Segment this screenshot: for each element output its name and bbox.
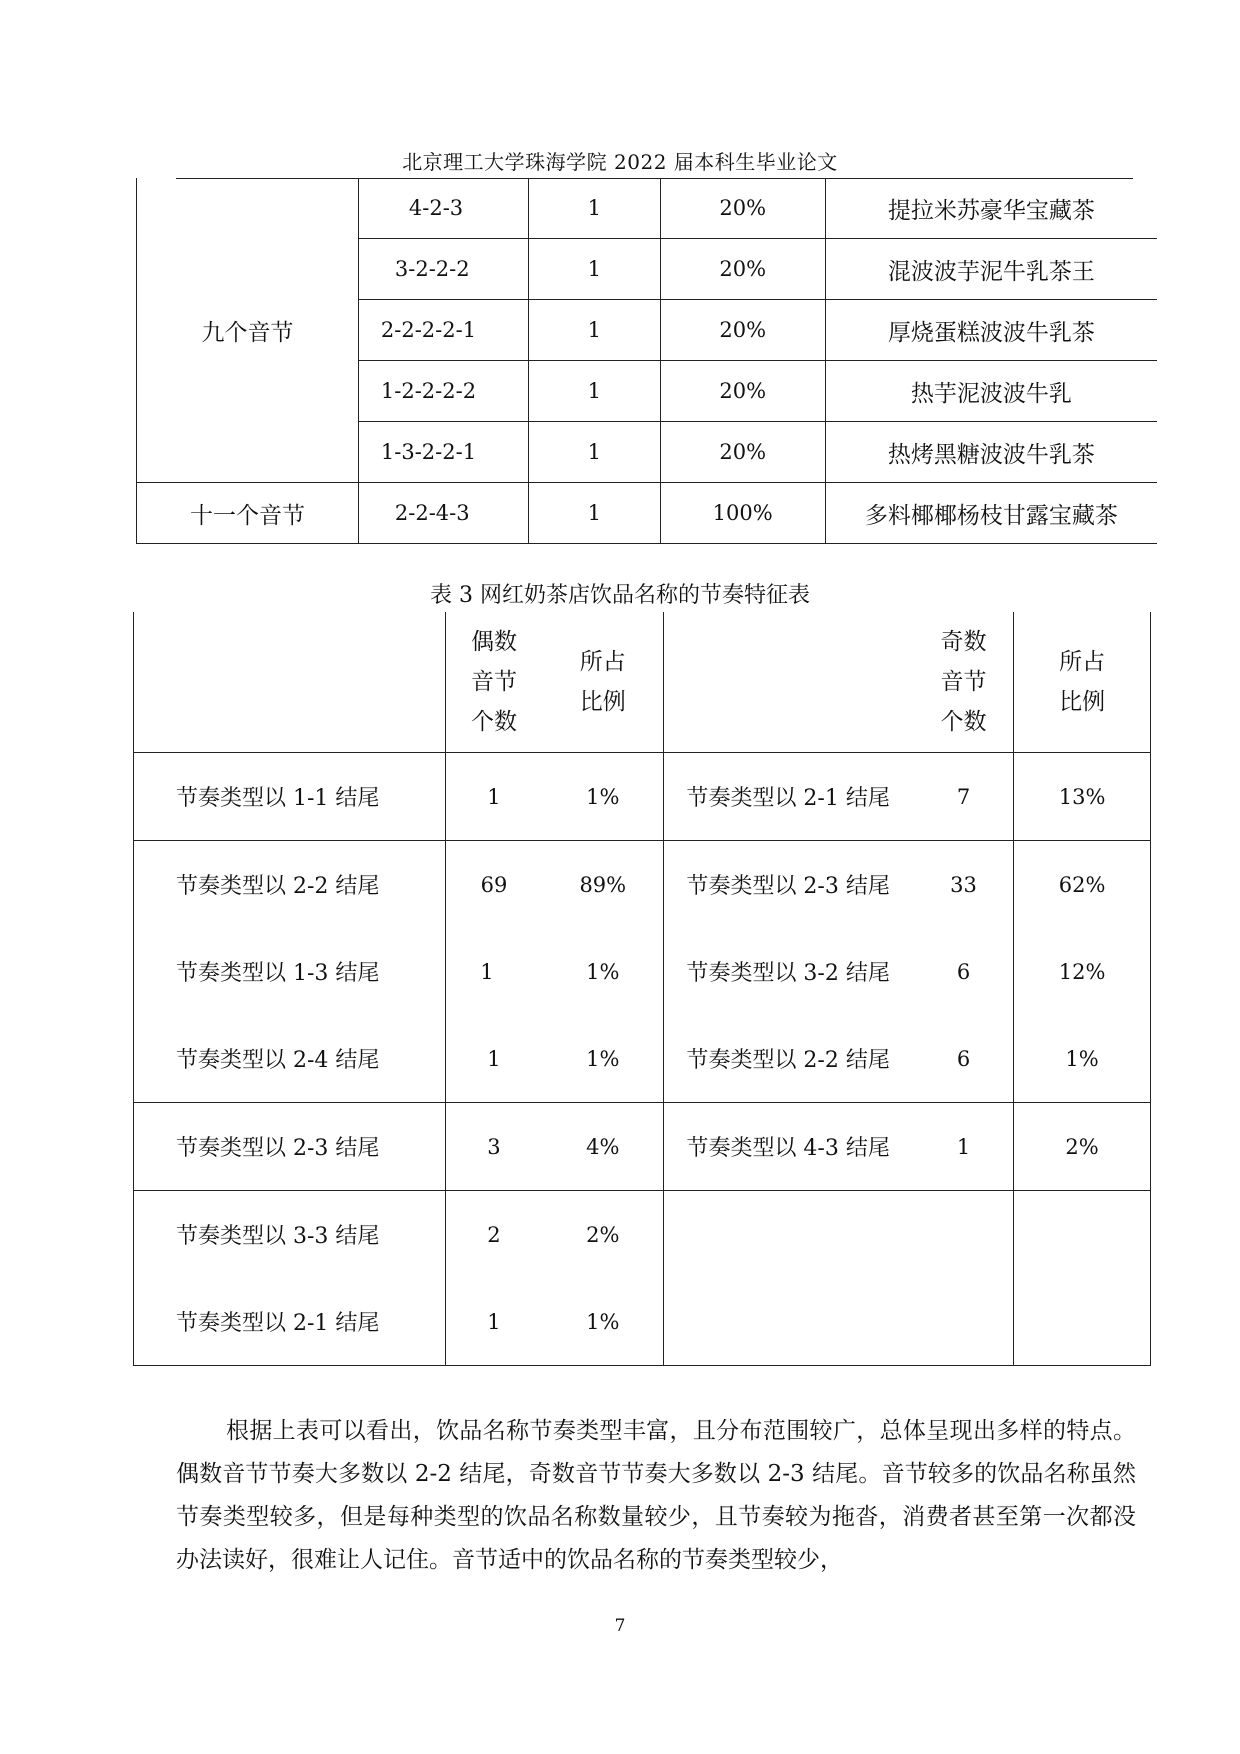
drink-name-cell: 混波波芋泥牛乳茶王 bbox=[825, 239, 1157, 300]
odd-ratio-cell: 1% bbox=[1014, 1015, 1151, 1103]
header-line: 所占 bbox=[579, 649, 626, 675]
header-blank bbox=[134, 612, 446, 753]
even-ratio-cell: 1% bbox=[542, 753, 664, 841]
odd-label-cell: 节奏类型以 2-2 结尾 bbox=[664, 1015, 914, 1103]
odd-ratio-cell: 62% bbox=[1014, 841, 1151, 929]
even-ratio-cell: 1% bbox=[586, 959, 620, 984]
table-header-row bbox=[134, 612, 1151, 753]
even-label-cell: 节奏类型以 2-1 结尾 bbox=[134, 1278, 446, 1366]
header-odd-count bbox=[914, 612, 1014, 753]
odd-count-cell: 1 bbox=[914, 1103, 1014, 1191]
header-line: 奇数 bbox=[940, 629, 987, 655]
odd-count-cell: 6 bbox=[914, 1015, 1014, 1103]
even-count-cell: 3 bbox=[445, 1103, 542, 1191]
odd-label-cell: 节奏类型以 4-3 结尾 bbox=[664, 1103, 914, 1191]
even-count-cell: 1 bbox=[445, 1015, 542, 1103]
rhythm-cell: 1-3-2-2-1 bbox=[358, 422, 528, 483]
even-label-cell: 节奏类型以 1-3 结尾 bbox=[134, 928, 446, 1015]
ratio-cell: 20% bbox=[660, 239, 825, 300]
odd-label-cell: 节奏类型以 2-3 结尾 bbox=[664, 841, 914, 929]
table-row bbox=[134, 1103, 1151, 1191]
header-even-ratio bbox=[542, 612, 664, 753]
odd-count-cell: 7 bbox=[914, 753, 1014, 841]
table-row bbox=[134, 1191, 1151, 1279]
even-label-cell: 节奏类型以 2-2 结尾 bbox=[134, 841, 446, 929]
even-count-cell: 2 bbox=[445, 1191, 542, 1279]
header-line: 个数 bbox=[940, 709, 987, 735]
header-line: 偶数 bbox=[470, 629, 517, 655]
odd-count-cell: 6 bbox=[956, 959, 971, 984]
header-line: 个数 bbox=[470, 709, 517, 735]
drink-name-cell: 热烤黑糖波波牛乳茶 bbox=[825, 422, 1157, 483]
rhythm-cell: 4-2-3 bbox=[358, 178, 528, 239]
ratio-cell: 20% bbox=[660, 300, 825, 361]
drink-name-cell: 热芋泥波波牛乳 bbox=[825, 361, 1157, 422]
header-line: 音节 bbox=[470, 669, 517, 695]
count-cell: 1 bbox=[528, 361, 660, 422]
rhythm-cell: 2-2-4-3 bbox=[358, 483, 528, 544]
header-line: 音节 bbox=[940, 669, 987, 695]
syllable-table-continued bbox=[136, 178, 1157, 544]
body-paragraph bbox=[176, 1410, 1136, 1582]
table-row bbox=[134, 841, 1151, 929]
page-number: 7 bbox=[614, 1616, 626, 1636]
odd-ratio-cell bbox=[1014, 1191, 1151, 1279]
group-label: 十一个音节 bbox=[137, 483, 359, 544]
running-header: 北京理工大学珠海学院 2022 届本科生毕业论文 bbox=[402, 150, 838, 174]
header-line: 比例 bbox=[579, 689, 626, 715]
odd-label-cell: 节奏类型以 3-2 结尾 bbox=[664, 928, 914, 1015]
drink-name-cell: 提拉米苏豪华宝藏茶 bbox=[825, 178, 1157, 239]
odd-ratio-cell: 12% bbox=[1014, 928, 1151, 1015]
rhythm-feature-table bbox=[133, 612, 1151, 1366]
count-cell: 1 bbox=[528, 178, 660, 239]
count-cell: 1 bbox=[528, 483, 660, 544]
odd-label-cell bbox=[664, 1191, 914, 1279]
even-ratio-cell: 1% bbox=[542, 1015, 664, 1103]
table-row bbox=[134, 1015, 1151, 1103]
header-blank-odd bbox=[664, 612, 914, 753]
odd-label-cell bbox=[664, 1278, 914, 1366]
ratio-cell: 20% bbox=[660, 422, 825, 483]
table-row bbox=[137, 483, 1158, 544]
even-label-cell: 节奏类型以 1-1 结尾 bbox=[134, 753, 446, 841]
count-cell: 1 bbox=[528, 239, 660, 300]
table-row bbox=[134, 1278, 1151, 1366]
header-line: 比例 bbox=[1059, 689, 1106, 715]
rhythm-cell: 2-2-2-2-1 bbox=[358, 300, 528, 361]
rhythm-cell: 1-2-2-2-2 bbox=[358, 361, 528, 422]
table-caption: 表 3 网红奶茶店饮品名称的节奏特征表 bbox=[430, 583, 810, 608]
drink-name-cell: 厚烧蛋糕波波牛乳茶 bbox=[825, 300, 1157, 361]
even-ratio-cell: 1% bbox=[542, 1278, 664, 1366]
even-ratio-cell: 89% bbox=[579, 872, 627, 897]
table-row bbox=[134, 928, 1151, 1015]
even-label-cell: 节奏类型以 2-4 结尾 bbox=[134, 1015, 446, 1103]
ratio-cell: 100% bbox=[660, 483, 825, 544]
odd-ratio-cell: 2% bbox=[1014, 1103, 1151, 1191]
group-label: 九个音节 bbox=[137, 178, 359, 483]
even-count-cell: 1 bbox=[445, 928, 542, 1015]
even-count-cell: 1 bbox=[445, 753, 542, 841]
even-ratio-cell: 2% bbox=[586, 1222, 620, 1247]
drink-name-cell: 多料椰椰杨枝甘露宝藏茶 bbox=[825, 483, 1157, 544]
count-cell: 1 bbox=[528, 422, 660, 483]
odd-label-cell: 节奏类型以 2-1 结尾 bbox=[664, 753, 914, 841]
header-line: 所占 bbox=[1059, 649, 1106, 675]
odd-ratio-cell: 13% bbox=[1014, 753, 1151, 841]
odd-ratio-cell bbox=[1014, 1278, 1151, 1366]
header-even-count bbox=[445, 612, 542, 753]
table-row bbox=[134, 753, 1151, 841]
paragraph-text: 根据上表可以看出，饮品名称节奏类型丰富，且分布范围较广，总体呈现出多样的特点。偶数音节节奏大多数以 2-2 结尾，奇数音节节奏大多数以 2-3 结尾。音节较多的饮品名称虽然节奏类型较多，但是每种类型的饮品名称数量较少，且节奏较为拖沓，消费者甚至第一次都没办法读好，很难让人记住。音节适中的饮品名称的节奏类型较少， bbox=[176, 1418, 1136, 1573]
count-cell: 1 bbox=[528, 300, 660, 361]
table-row bbox=[137, 178, 1158, 239]
even-label-cell: 节奏类型以 2-3 结尾 bbox=[134, 1103, 446, 1191]
even-count-cell: 1 bbox=[445, 1278, 542, 1366]
header-odd-ratio bbox=[1014, 612, 1151, 753]
even-count-cell: 69 bbox=[445, 841, 542, 929]
ratio-cell: 20% bbox=[660, 361, 825, 422]
even-label-cell: 节奏类型以 3-3 结尾 bbox=[134, 1191, 446, 1279]
odd-count-cell bbox=[914, 1191, 1014, 1279]
rhythm-cell: 3-2-2-2 bbox=[358, 239, 528, 300]
odd-count-cell bbox=[914, 1278, 1014, 1366]
even-ratio-cell: 4% bbox=[542, 1103, 664, 1191]
ratio-cell: 20% bbox=[660, 178, 825, 239]
odd-count-cell: 33 bbox=[950, 872, 977, 897]
